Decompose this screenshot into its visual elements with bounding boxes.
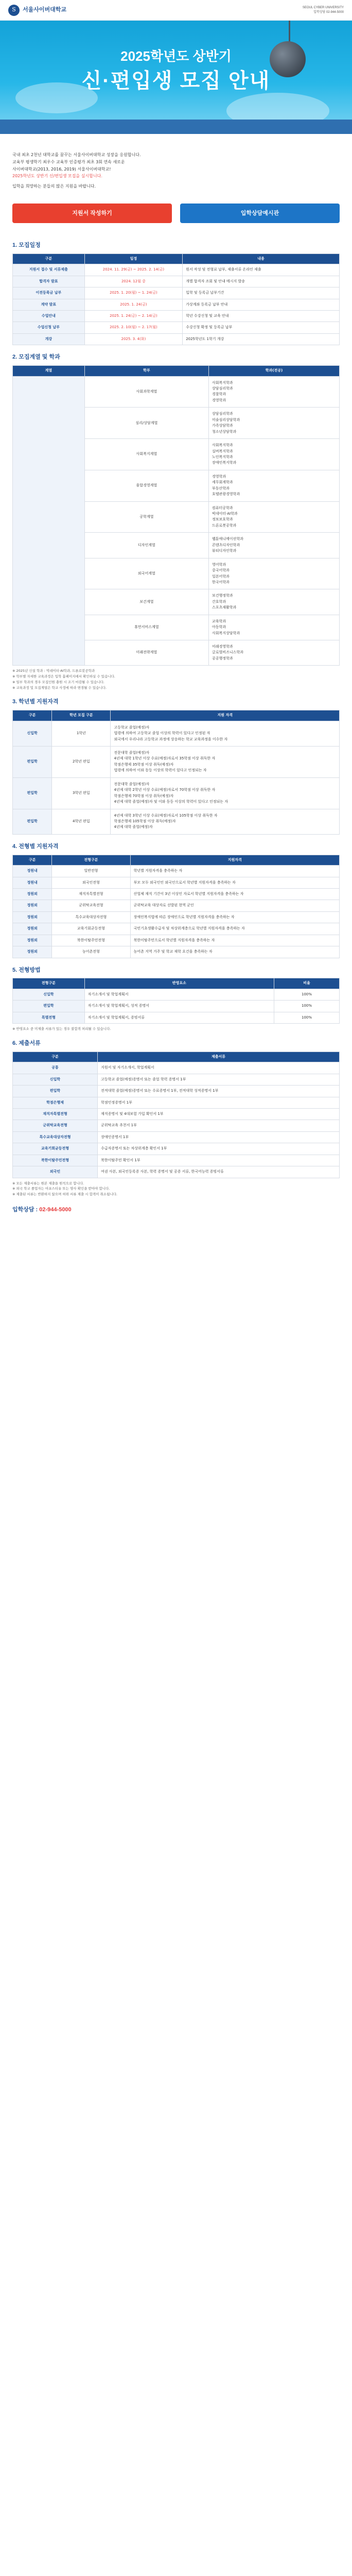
criteria-desc: 농어촌 지역 거주 및 학교 재학 요건을 충족하는 자: [130, 946, 339, 958]
table-header: 일정: [84, 253, 183, 264]
method-section: [0, 967, 352, 1031]
note-line: ※ 외국 학교 졸업자는 아포스티유 또는 영사 확인을 받아야 합니다.: [12, 1187, 110, 1191]
major-item: 일본어학과: [212, 574, 230, 579]
table-row: [13, 264, 340, 276]
program-division: [13, 376, 85, 666]
requirement-line: 4년제 대학 2학년 이상 수료(예정)자로서 70학점 이상 취득한 자: [114, 788, 216, 792]
table-row: [13, 1001, 340, 1012]
table-header: 구분: [13, 710, 52, 721]
table-row: [13, 311, 340, 322]
table-header: 전형구분: [52, 855, 130, 865]
table-header: 반영요소: [84, 978, 274, 989]
document-category: 재직자특별전형: [13, 1109, 98, 1120]
table-header: 전형구분: [13, 978, 85, 989]
schedule-desc: 입학 및 등록금 납부기간: [183, 287, 340, 299]
criteria-desc: 산업체 재직 기간이 3년 이상인 자로서 학년별 지원자격을 충족하는 자: [130, 888, 339, 900]
university-logo[interactable]: [8, 5, 66, 16]
eligibility-requirements: [111, 777, 340, 809]
major-item: 교육학과: [212, 619, 226, 623]
requirement-line: 4년제 대학 졸업(예정)자 및 이와 동등 이상의 학력이 있다고 인정되는 자: [114, 800, 228, 804]
table-header: 구분: [13, 1052, 98, 1062]
programs-notes: [12, 669, 340, 690]
criteria-quota: 정원외: [13, 935, 52, 946]
method-type: 특별전형: [13, 1012, 85, 1023]
major-item: 사회복지학과: [212, 443, 233, 448]
eligibility-grade: 1학년: [52, 721, 111, 746]
admission-guide-button[interactable]: 입학상담예시관: [180, 204, 340, 223]
document-desc: 지원서 및 자기소개서, 학업계획서: [98, 1062, 340, 1074]
table-row: [13, 911, 340, 923]
header-english-name: SEOUL CYBER UNIVERSITY: [302, 6, 344, 10]
major-item: 경영학과: [212, 398, 226, 402]
criteria-type: 일반전형: [52, 866, 130, 877]
schedule-date: 2024. 12월 중: [84, 276, 183, 287]
major-item: 영어학과: [212, 562, 226, 567]
method-type: 편입학: [13, 1001, 85, 1012]
table-header: 비율: [274, 978, 339, 989]
program-category: 외국어계열: [84, 558, 208, 589]
document-desc: 군위탁교육 추천서 1부: [98, 1120, 340, 1131]
criteria-quota: 정원내: [13, 866, 52, 877]
program-majors: [208, 558, 339, 589]
requirement-line: 학점은행제 70학점 이상 취득(예정)자: [114, 793, 174, 798]
table-row: [13, 1012, 340, 1023]
university-emblem-icon: S: [8, 5, 20, 16]
document-desc: 전적대학 졸업(예정)증명서 또는 수료증명서 1부, 전적대학 성적증명서 1부: [98, 1086, 340, 1097]
table-row: [13, 1166, 340, 1178]
requirement-line: 4년제 대학 1학년 이상 수료(예정)자로서 35학점 이상 취득한 자: [114, 756, 216, 761]
method-type: 신입학: [13, 989, 85, 1000]
schedule-date: 2025. 2. 10(월) ~ 2. 17(월): [84, 322, 183, 333]
program-majors: [208, 408, 339, 439]
document-desc: 학점인정증명서 1부: [98, 1097, 340, 1108]
criteria-quota: 정원외: [13, 923, 52, 935]
table-header: 지원자격: [130, 855, 339, 865]
schedule-desc: 2025학년도 1학기 개강: [183, 333, 340, 345]
eligibility-section: [0, 698, 352, 834]
requirement-line: 법령에 의하여 이와 동등 이상의 학력이 있다고 인정되는 자: [114, 768, 207, 773]
schedule-desc: 개별 합격자 조회 및 안내 메시지 발송: [183, 276, 340, 287]
table-row: [13, 1074, 340, 1085]
table-row: [13, 276, 340, 287]
major-item: 미래경영학과: [212, 645, 233, 649]
table-row: [13, 333, 340, 345]
major-item: 노인복지학과: [212, 454, 233, 459]
program-majors: [208, 470, 339, 501]
major-item: 드론로봇공학과: [212, 523, 237, 528]
method-element: 자기소개서 및 학업계획서: [84, 989, 274, 1000]
table-row: [13, 322, 340, 333]
header-phone: 입학상담 02-944-5000: [313, 10, 344, 14]
note-line: ※ 2025년 신설 학과 : 빅데이터·AI학과, 드론로봇공학과: [12, 669, 95, 673]
section-title: 5. 전형방법: [12, 967, 41, 973]
document-category: 공통: [13, 1062, 98, 1074]
schedule-section: [0, 242, 352, 345]
major-item: 콘텐츠디자인학과: [212, 543, 240, 547]
major-item: 가족상담학과: [212, 423, 233, 428]
eligibility-grade: 2학년 편입: [52, 747, 111, 778]
table-header: 학과(전공): [208, 366, 339, 376]
section-title: 3. 학년별 지원자격: [12, 699, 59, 705]
requirement-line: 고등학교 졸업(예정)자: [114, 725, 150, 730]
intro-closing: 입학을 희망하는 분들의 많은 지원을 바랍니다.: [12, 184, 96, 189]
method-ratio: 100%: [274, 1012, 339, 1023]
eligibility-grade: 4학년 편입: [52, 809, 111, 834]
documents-table: [12, 1052, 340, 1178]
contact-phone[interactable]: 02-944-5000: [39, 1206, 72, 1213]
requirement-line: 전문대학 졸업(예정)자: [114, 751, 150, 755]
document-category: 북한이탈주민전형: [13, 1155, 98, 1166]
major-item: 웹툰애니메이션학과: [212, 537, 243, 541]
criteria-type: 농어촌전형: [52, 946, 130, 958]
program-category: 사회복지계열: [84, 439, 208, 470]
intro-line: 국내 최초 2천년 대학교를 꿈꾸는 서울사이버대학교 성장을 응원합니다.: [12, 152, 141, 157]
schedule-desc: 학년 수강신청 및 교육 안내: [183, 311, 340, 322]
major-item: 컴퓨터공학과: [212, 505, 233, 510]
table-row: [13, 1109, 340, 1120]
major-item: 한국어학과: [212, 580, 230, 584]
program-category: 사회과학계열: [84, 376, 208, 408]
major-item: 공공행정학과: [212, 656, 233, 660]
logo-text: 서울사이버대학교: [23, 7, 67, 13]
note-line: ※ 일부 학과의 경우 모집인원 충원 시 조기 마감될 수 있습니다.: [12, 680, 104, 684]
document-desc: 장애인증명서 1부: [98, 1131, 340, 1143]
requirement-line: 전문대학 졸업(예정)자: [114, 782, 150, 786]
major-item: 간호학과: [212, 599, 226, 604]
major-item: 호텔관광경영학과: [212, 492, 240, 497]
table-row: [13, 900, 340, 911]
note-line: ※ 모든 제출서류는 원본 제출을 원칙으로 합니다.: [12, 1181, 84, 1185]
eligibility-requirements: [111, 721, 340, 746]
major-item: 경찰학과: [212, 392, 226, 397]
note-line: ※ 학부별 자세한 교육과정은 입학 홈페이지에서 확인하실 수 있습니다.: [12, 674, 115, 679]
hero-bottom-band: [0, 120, 352, 134]
schedule-label: 합격자 발표: [13, 276, 85, 287]
criteria-quota: 정원내: [13, 877, 52, 888]
top-bar: [0, 0, 352, 21]
table-row: [13, 1086, 340, 1097]
method-element: 자기소개서 및 학업계획서, 성적 증명서: [84, 1001, 274, 1012]
requirement-line: 외국에서 우리나라 고등학교 과정에 상응하는 학교 교육과정을 이수한 자: [114, 737, 228, 741]
table-row: [13, 721, 340, 746]
major-item: 경영학과: [212, 474, 226, 479]
hero-banner: [0, 21, 352, 134]
major-item: 사회복지상담학과: [212, 631, 240, 635]
table-row: [13, 1097, 340, 1108]
section-title: 2. 모집계열 및 학과: [12, 354, 60, 361]
table-row: [13, 299, 340, 310]
method-note: ※ 반영요소 중 미제출 서류가 있는 경우 불합격 처리될 수 있습니다.: [12, 1027, 111, 1031]
schedule-date: 2024. 11. 29(금) ~ 2025. 2. 14(금): [84, 264, 183, 276]
criteria-type: 특수교육대상자전형: [52, 911, 130, 923]
method-ratio: 100%: [274, 989, 339, 1000]
table-row: [13, 747, 340, 778]
intro-text: [0, 134, 352, 196]
criteria-type: 군위탁교육전형: [52, 900, 130, 911]
action-buttons: [0, 196, 352, 233]
program-category: 보건계열: [84, 589, 208, 615]
hero-subtitle: 2025학년도 상반기: [120, 48, 232, 64]
table-row: [13, 1131, 340, 1143]
table-row: [13, 888, 340, 900]
eligibility-type: 편입학: [13, 777, 52, 809]
schedule-date: 2025. 1. 24(금) ~ 2. 14(금): [84, 311, 183, 322]
major-item: 세무회계학과: [212, 480, 233, 485]
major-item: 실버복지학과: [212, 449, 233, 453]
documents-section: [0, 1040, 352, 1197]
schedule-desc: 수강신청 확정 및 등록금 납부: [183, 322, 340, 333]
major-item: 글로벌비즈니스학과: [212, 650, 243, 655]
table-header: 계열: [13, 366, 85, 376]
schedule-desc: 원서 작성 및 전형료 납부, 제출서류 온라인 제출: [183, 264, 340, 276]
table-header: 학년 모집 구분: [52, 710, 111, 721]
major-item: 사회복지학과: [212, 380, 233, 385]
major-item: 미술심리상담학과: [212, 417, 240, 422]
criteria-type: 북한이탈주민전형: [52, 935, 130, 946]
schedule-date: 2025. 3. 4(화): [84, 333, 183, 345]
document-category: 외국인: [13, 1166, 98, 1178]
document-category: 군위탁교육전형: [13, 1120, 98, 1131]
criteria-type: 외국인전형: [52, 877, 130, 888]
document-category: 신입학: [13, 1074, 98, 1085]
table-row: [13, 866, 340, 877]
program-category: 디자인계열: [84, 533, 208, 558]
intro-line: 교육부 평생학기 최우수 교육부 인증평가 최초 3회 연속 새로운: [12, 159, 125, 164]
document-desc: 수급자증명서 또는 차상위계층 확인서 1부: [98, 1143, 340, 1155]
requirement-line: 4년제 대학 3학년 이상 수료(예정)자로서 105학점 이상 취득한 자: [114, 813, 218, 818]
criteria-table: [12, 855, 340, 958]
note-line: ※ 교육과정 및 모집계열은 학교 사정에 따라 변경될 수 있습니다.: [12, 685, 107, 690]
table-row: [13, 923, 340, 935]
method-table: [12, 978, 340, 1024]
requirement-line: 학점은행제 35학점 이상 취득(예정)자: [114, 762, 174, 767]
document-category: 교육기회균등전형: [13, 1143, 98, 1155]
apply-button[interactable]: 지원서 작성하기: [12, 204, 172, 223]
program-category: 융합경영계열: [84, 470, 208, 501]
requirement-line: 법령에 의하여 고등학교 졸업 이상의 학력이 있다고 인정된 자: [114, 731, 210, 736]
table-header: 지원 자격: [111, 710, 340, 721]
criteria-desc: 국민기초생활수급자 및 차상위계층으로 학년별 지원자격을 충족하는 자: [130, 923, 339, 935]
program-majors: [208, 376, 339, 408]
table-row: [13, 989, 340, 1000]
eligibility-requirements: [111, 747, 340, 778]
program-category: 공학계열: [84, 501, 208, 533]
eligibility-requirements: [111, 809, 340, 834]
schedule-label: 개강: [13, 333, 85, 345]
document-desc: 재직증명서 및 4대보험 가입 확인서 1부: [98, 1109, 340, 1120]
major-item: 뷰티디자인학과: [212, 549, 237, 553]
table-row: [13, 1120, 340, 1131]
schedule-label: 수업안내: [13, 311, 85, 322]
program-category: 미래전략계열: [84, 640, 208, 666]
method-ratio: 100%: [274, 1001, 339, 1012]
table-row: [13, 809, 340, 834]
criteria-quota: 정원외: [13, 911, 52, 923]
program-majors: [208, 615, 339, 640]
major-item: 부동산학과: [212, 486, 230, 490]
criteria-type: 재직자특별전형: [52, 888, 130, 900]
table-row: [13, 777, 340, 809]
table-row: [13, 1143, 340, 1155]
schedule-date: 2025. 1. 20(월) ~ 1. 24(금): [84, 287, 183, 299]
schedule-label: 수업신청 납부: [13, 322, 85, 333]
major-item: 상담심리학과: [212, 386, 233, 391]
schedule-label: 지원서 접수 및 서류제출: [13, 264, 85, 276]
table-row: [13, 946, 340, 958]
major-item: 청소년상담학과: [212, 429, 237, 434]
program-majors: [208, 640, 339, 666]
intro-highlight: 2025학년도 상반기 신/편입생 모집을 실시합니다.: [12, 174, 102, 179]
major-item: 중국어학과: [212, 568, 230, 573]
criteria-quota: 정원외: [13, 888, 52, 900]
requirement-line: 학점은행제 105학점 이상 취득(예정)자: [114, 819, 176, 823]
document-desc: 고등학교 졸업(예정)증명서 또는 졸업 학력 증명서 1부: [98, 1074, 340, 1085]
program-majors: [208, 589, 339, 615]
table-row: [13, 376, 340, 408]
table-row: [13, 287, 340, 299]
header-info: [303, 6, 344, 14]
criteria-desc: 군위탁교육 대상자로 선발된 현역 군인: [130, 900, 339, 911]
program-category: 심리/상담계열: [84, 408, 208, 439]
document-category: 학점은행제: [13, 1097, 98, 1108]
major-item: 보건행정학과: [212, 594, 233, 598]
major-item: 장애인복지학과: [212, 461, 237, 465]
table-header: 제출서류: [98, 1052, 340, 1062]
hero-title: 신·편입생 모집 안내: [81, 70, 271, 92]
note-line: ※ 제출된 서류는 반환하지 않으며 허위 서류 제출 시 합격이 취소됩니다.: [12, 1192, 117, 1197]
schedule-desc: 가상계좌 등록금 납부 안내: [183, 299, 340, 310]
programs-section: [0, 353, 352, 690]
contact-line: [0, 1206, 352, 1214]
major-item: 상담심리학과: [212, 412, 233, 416]
intro-line: 사이버대학교(2013, 2016, 2019) 서울사이버대학교!: [12, 166, 111, 172]
section-title: 6. 제출서류: [12, 1040, 41, 1046]
eligibility-type: 편입학: [13, 809, 52, 834]
eligibility-type: 편입학: [13, 747, 52, 778]
table-header: 학부: [84, 366, 208, 376]
program-majors: [208, 439, 339, 470]
major-item: 아동학과: [212, 625, 226, 630]
major-item: 스포츠재활학과: [212, 605, 237, 610]
table-row: [13, 1155, 340, 1166]
schedule-label: 계약 발표: [13, 299, 85, 310]
schedule-table: [12, 253, 340, 346]
major-item: 정보보호학과: [212, 517, 233, 522]
criteria-desc: 학년별 지원자격을 충족하는 자: [130, 866, 339, 877]
section-title: 1. 모집일정: [12, 242, 41, 248]
table-row: [13, 877, 340, 888]
chain-decoration: [289, 21, 290, 44]
criteria-type: 교육기회균등전형: [52, 923, 130, 935]
requirement-line: 4년제 대학 졸업(예정)자: [114, 825, 153, 829]
criteria-desc: 장애인복지법에 따른 장애인으로 학년별 지원자격을 충족하는 자: [130, 911, 339, 923]
table-row: [13, 1062, 340, 1074]
section-title: 4. 전형별 지원자격: [12, 843, 59, 850]
criteria-quota: 정원외: [13, 900, 52, 911]
program-majors: [208, 501, 339, 533]
criteria-section: [0, 843, 352, 958]
documents-notes: [12, 1181, 340, 1197]
criteria-desc: 북한이탈주민으로서 학년별 지원자격을 충족하는 자: [130, 935, 339, 946]
eligibility-grade: 3학년 편입: [52, 777, 111, 809]
program-majors: [208, 533, 339, 558]
document-category: 특수교육대상자전형: [13, 1131, 98, 1143]
schedule-date: 2025. 1. 24(금): [84, 299, 183, 310]
criteria-quota: 정원외: [13, 946, 52, 958]
method-element: 자기소개서 및 학업계획서, 증빙서류: [84, 1012, 274, 1023]
schedule-label: 이전등록금 납부: [13, 287, 85, 299]
document-category: 편입학: [13, 1086, 98, 1097]
document-desc: 여권 사본, 외국인등록증 사본, 학력 증명서 및 공증 서류, 한국어능력 증빙서류: [98, 1166, 340, 1178]
table-header: 내용: [183, 253, 340, 264]
eligibility-type: 신입학: [13, 721, 52, 746]
table-header: 구분: [13, 855, 52, 865]
table-row: [13, 935, 340, 946]
major-item: 빅데이터·AI학과: [212, 512, 238, 516]
programs-table: [12, 365, 340, 666]
table-header: 구분: [13, 253, 85, 264]
criteria-desc: 부모 모두 외국인인 외국인으로서 학년별 지원자격을 충족하는 자: [130, 877, 339, 888]
program-category: 휴먼서비스계열: [84, 615, 208, 640]
document-desc: 북한이탈주민 확인서 1부: [98, 1155, 340, 1166]
contact-label: 입학상담 :: [12, 1206, 40, 1213]
eligibility-table: [12, 710, 340, 835]
